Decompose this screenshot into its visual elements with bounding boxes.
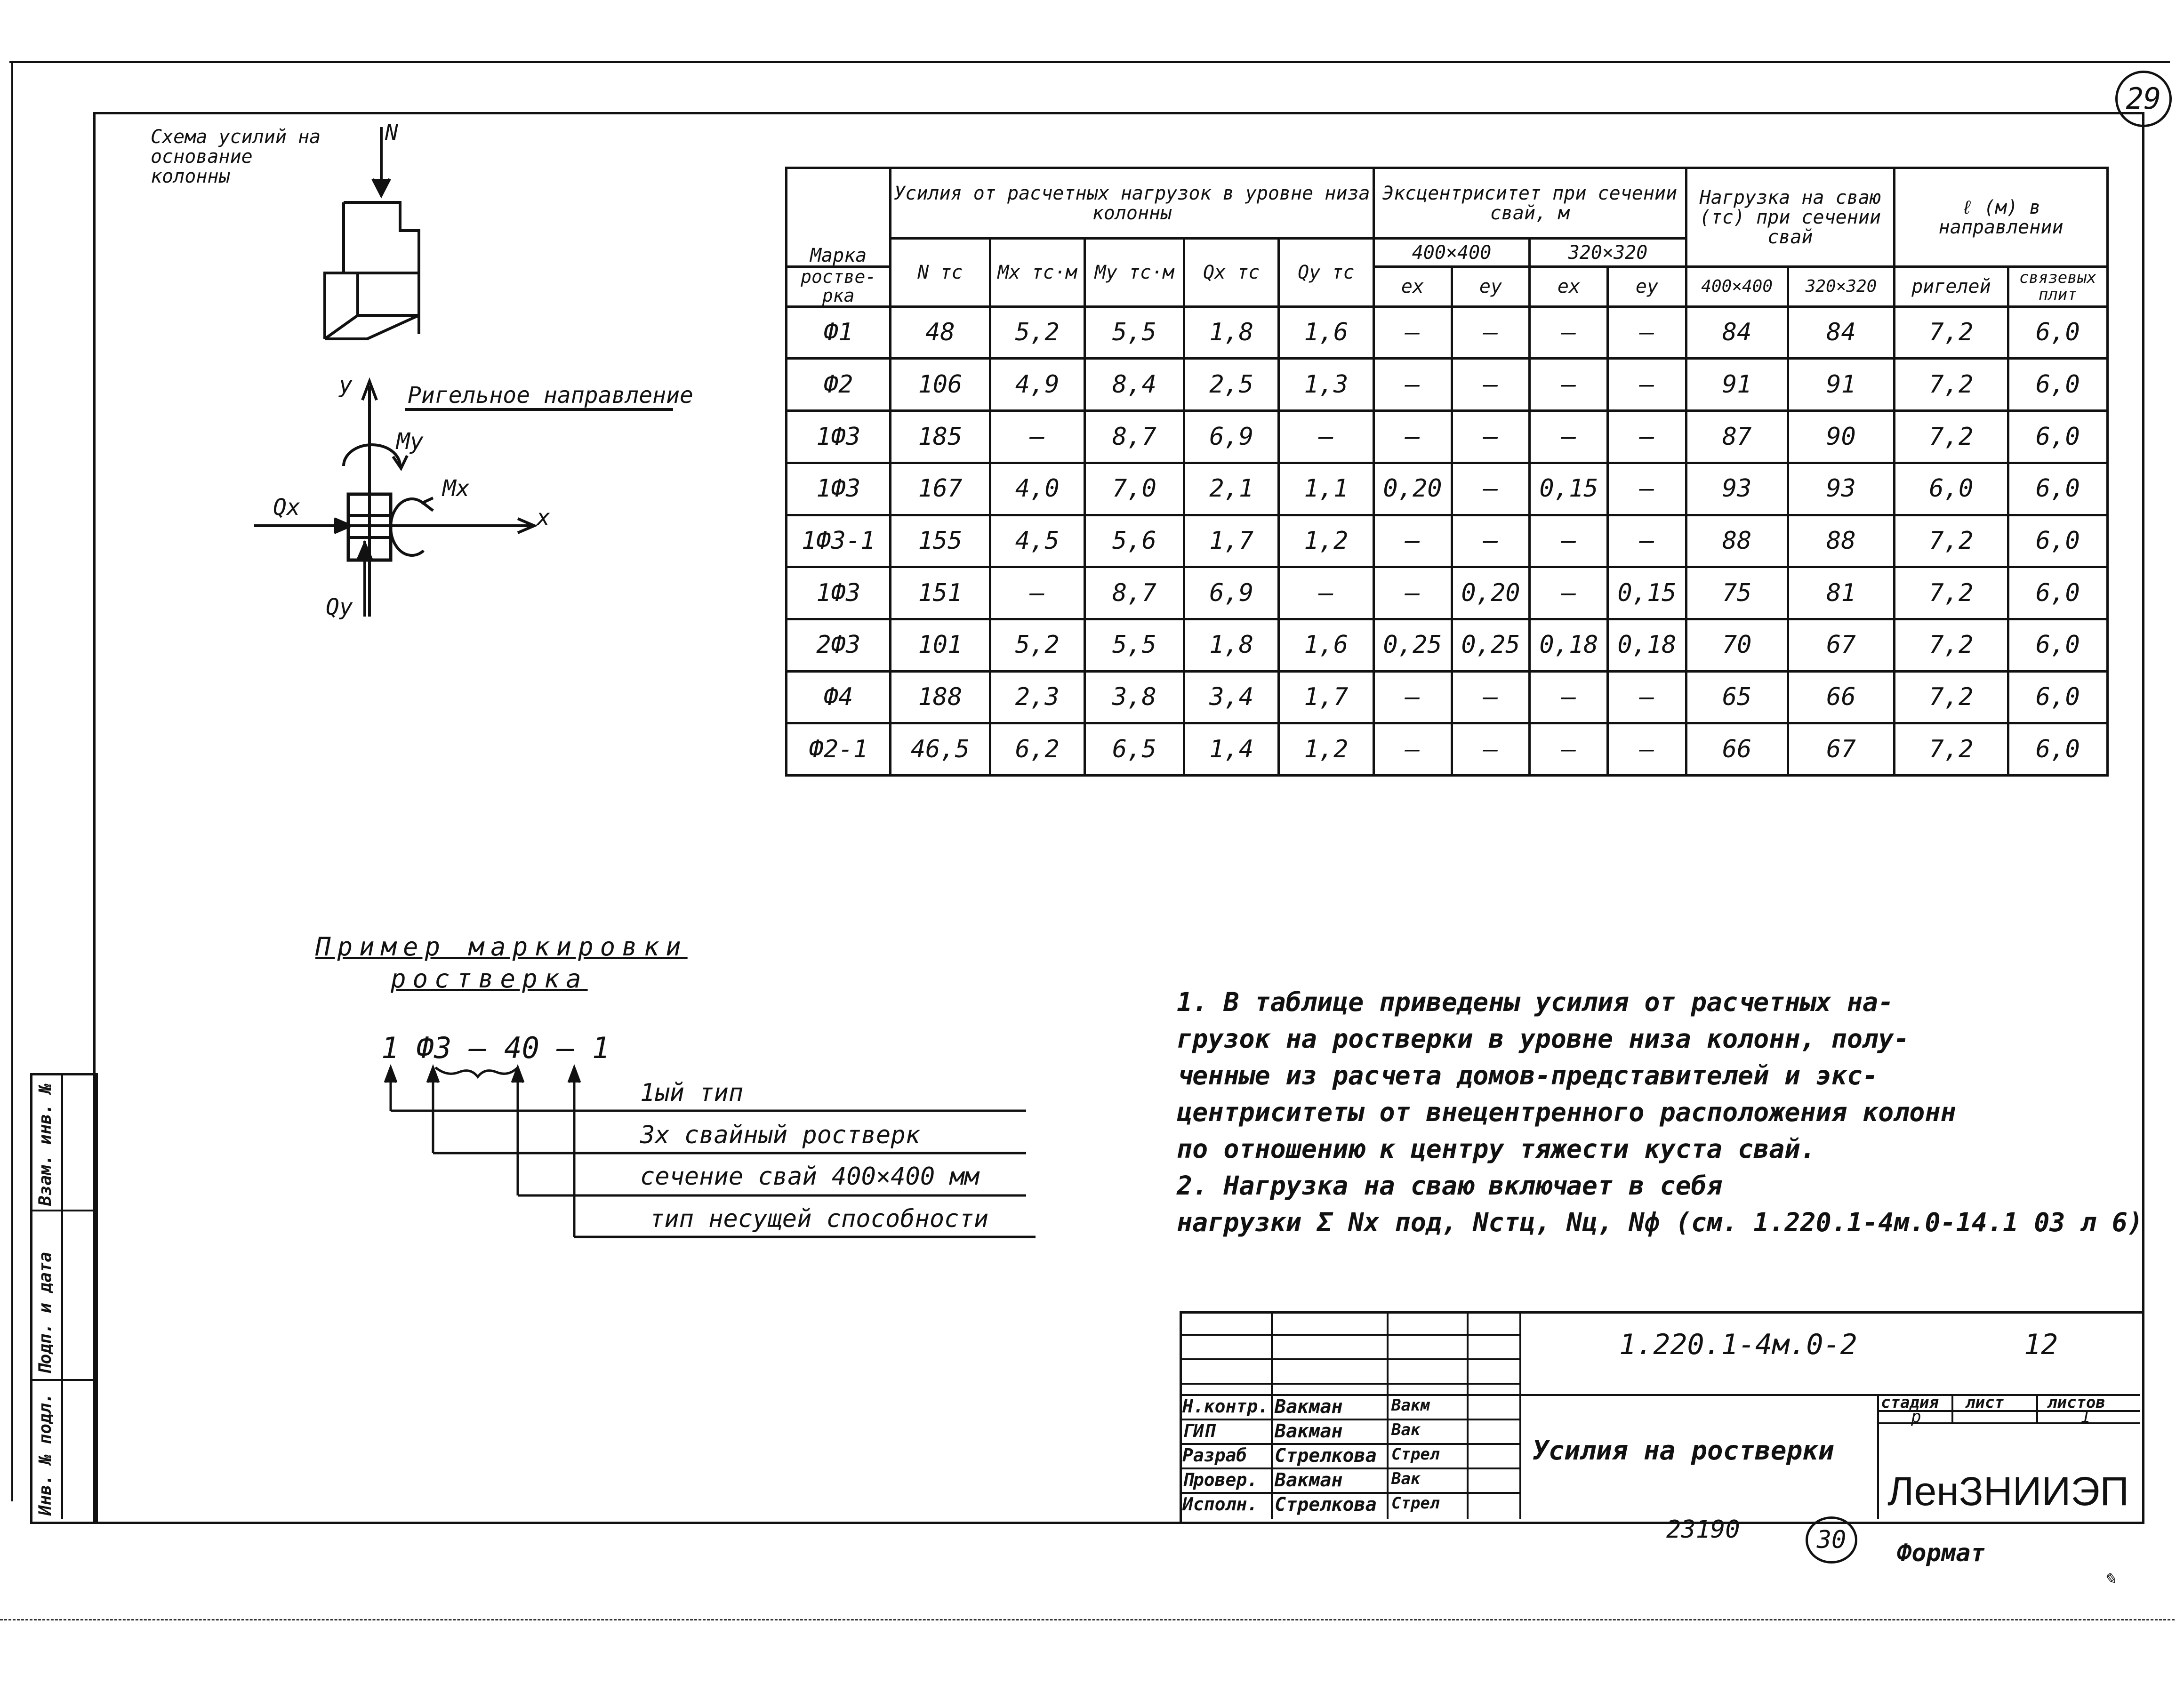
- cell-ex2: —: [1530, 411, 1608, 463]
- cell-ey1: —: [1452, 306, 1530, 359]
- stamp-grid-line: [1180, 1358, 1519, 1360]
- header-l400: 400×400: [1686, 267, 1788, 307]
- table-row: [787, 723, 2108, 776]
- cell-mx: 4,9: [990, 359, 1084, 411]
- stamp-role: Н.контр.: [1182, 1396, 1269, 1417]
- cell-my: 7,0: [1084, 463, 1184, 515]
- stamp-grid-line: [1467, 1311, 1469, 1519]
- cell-l400: 91: [1686, 359, 1788, 411]
- note-2-line-1: 2. Нагрузка на сваю включает в себя: [1177, 1171, 1722, 1201]
- cell-ex1: —: [1373, 306, 1452, 359]
- cell-ey2: 0,15: [1608, 567, 1686, 619]
- stamp-sign: Стрел: [1391, 1445, 1440, 1464]
- stamp-role: ГИП: [1182, 1420, 1215, 1441]
- efforts-table: [785, 167, 2109, 777]
- stamp-grid-line: [1180, 1419, 1519, 1420]
- cell-mx: 5,2: [990, 619, 1084, 671]
- side-vzam-inv: Взам. инв. №: [36, 1083, 55, 1206]
- cell-ex1: 0,20: [1373, 463, 1452, 515]
- header-ex1: ex: [1373, 267, 1452, 307]
- example-code: 1 Ф3 — 40 — 1: [381, 1031, 610, 1065]
- stamp-name: Вакман: [1275, 1420, 1343, 1442]
- header-s400: 400×400: [1373, 239, 1530, 267]
- note-1-line-5: по отношению к центру тяжести куста свай.: [1177, 1134, 1816, 1164]
- cell-plit: 6,0: [2008, 411, 2107, 463]
- cell-my: 5,6: [1084, 515, 1184, 567]
- cell-l400: 88: [1686, 515, 1788, 567]
- header-eccentricity: Эксцентриситет при сечении свай, м: [1373, 168, 1686, 239]
- stamp-stadia-label: стадия: [1881, 1393, 1939, 1412]
- cell-l400: 70: [1686, 619, 1788, 671]
- header-length: ℓ (м) в направлении: [1895, 168, 2108, 267]
- label-x-axis: x: [537, 505, 550, 531]
- cell-ex2: —: [1530, 515, 1608, 567]
- cell-my: 6,5: [1084, 723, 1184, 776]
- cell-plit: 6,0: [2008, 723, 2107, 776]
- cell-qy: 1,3: [1279, 359, 1373, 411]
- cell-ey2: —: [1608, 411, 1686, 463]
- cell-qy: 1,7: [1279, 671, 1373, 723]
- cell-qx: 3,4: [1184, 671, 1279, 723]
- cell-plit: 6,0: [2008, 306, 2107, 359]
- cell-mx: 5,2: [990, 306, 1084, 359]
- cell-qy: 1,1: [1279, 463, 1373, 515]
- stamp-list-label: лист: [1966, 1393, 2004, 1412]
- note-1-line-3: ченные из расчета домов-представителей и экс-: [1177, 1060, 1879, 1091]
- cell-n: 155: [891, 515, 990, 567]
- cell-rig: 7,2: [1895, 411, 2008, 463]
- example-title-1: Пример маркировки: [315, 932, 688, 962]
- cell-plit: 6,0: [2008, 359, 2107, 411]
- stamp-listov-value: 1: [2080, 1407, 2091, 1427]
- cell-n: 48: [891, 306, 990, 359]
- cell-rig: 7,2: [1895, 567, 2008, 619]
- cell-mx: 4,5: [990, 515, 1084, 567]
- cell-marka: 1Ф3: [787, 567, 891, 619]
- stamp-role: Провер.: [1182, 1469, 1258, 1490]
- header-load: Нагрузка на сваю (тс) при сечении свай: [1686, 168, 1895, 267]
- stamp-stadia-value: р: [1911, 1407, 1921, 1427]
- cell-marka: Ф2: [787, 359, 891, 411]
- cell-n: 185: [891, 411, 990, 463]
- cell-ex2: —: [1530, 306, 1608, 359]
- stamp-role: Исполн.: [1182, 1494, 1258, 1515]
- cell-l400: 84: [1686, 306, 1788, 359]
- header-mx: Mx тс·м: [990, 239, 1084, 307]
- stamp-grid-line: [2036, 1394, 2038, 1422]
- cell-qy: 1,2: [1279, 515, 1373, 567]
- cell-ey1: —: [1452, 411, 1530, 463]
- cell-ey2: —: [1608, 463, 1686, 515]
- stamp-grid-line: [1877, 1394, 1879, 1519]
- cell-ey2: —: [1608, 723, 1686, 776]
- side-inv-podl: Инв. № подл.: [36, 1393, 55, 1516]
- cell-marka: Ф1: [787, 306, 891, 359]
- cell-ey2: —: [1608, 671, 1686, 723]
- force-scheme-diagram: [226, 118, 744, 635]
- table-row: [787, 515, 2108, 567]
- stamp-name: Вакман: [1275, 1469, 1343, 1491]
- cell-marka: Ф2-1: [787, 723, 891, 776]
- cell-ey2: —: [1608, 306, 1686, 359]
- side-podp-data: Подп. и дата: [36, 1251, 55, 1374]
- cell-n: 151: [891, 567, 990, 619]
- side-stamp-line: [30, 1379, 93, 1381]
- cell-qx: 6,9: [1184, 411, 1279, 463]
- cell-qy: 1,6: [1279, 306, 1373, 359]
- cell-n: 101: [891, 619, 990, 671]
- direction-label: Ригельное направление: [408, 382, 693, 409]
- cell-l320: 84: [1788, 306, 1894, 359]
- cell-marka: 1Ф3: [787, 411, 891, 463]
- cell-ex1: 0,25: [1373, 619, 1452, 671]
- cell-my: 5,5: [1084, 619, 1184, 671]
- cell-my: 8,7: [1084, 411, 1184, 463]
- cell-l400: 75: [1686, 567, 1788, 619]
- cell-plit: 6,0: [2008, 515, 2107, 567]
- cell-ex1: —: [1373, 567, 1452, 619]
- cell-qy: —: [1279, 567, 1373, 619]
- cell-l320: 93: [1788, 463, 1894, 515]
- top-border-line: [9, 61, 2170, 63]
- cell-l320: 90: [1788, 411, 1894, 463]
- corner-signature: ✎: [2104, 1567, 2116, 1589]
- cell-l400: 65: [1686, 671, 1788, 723]
- stamp-sign: Стрел: [1391, 1494, 1440, 1513]
- cell-ex1: —: [1373, 515, 1452, 567]
- stamp-listov-label: листов: [2048, 1393, 2105, 1412]
- table-row: [787, 567, 2108, 619]
- header-ex2: ex: [1530, 267, 1608, 307]
- note-1-line-2: грузок на ростверки в уровне низа колонн, полу-: [1177, 1024, 1910, 1054]
- side-stamp-line: [30, 1210, 93, 1211]
- cell-mx: 2,3: [990, 671, 1084, 723]
- cell-ey1: —: [1452, 723, 1530, 776]
- example-line-4: тип несущей способности: [650, 1205, 989, 1233]
- header-qx: Qx тс: [1184, 239, 1279, 307]
- note-1-line-1: 1. В таблице приведены усилия от расчетных на-: [1177, 987, 1894, 1017]
- cell-ey2: —: [1608, 515, 1686, 567]
- cell-l400: 87: [1686, 411, 1788, 463]
- header-rostverka: роствe-рка: [787, 267, 891, 307]
- cell-ex2: –: [1530, 567, 1608, 619]
- cell-qx: 1,7: [1184, 515, 1279, 567]
- stamp-grid-line: [1519, 1311, 1521, 1519]
- cell-l320: 91: [1788, 359, 1894, 411]
- cell-my: 5,5: [1084, 306, 1184, 359]
- cell-l400: 66: [1686, 723, 1788, 776]
- cell-rig: 7,2: [1895, 619, 2008, 671]
- stamp-grid-line: [1951, 1394, 1953, 1422]
- header-ey2: ey: [1608, 267, 1686, 307]
- table-row: [787, 411, 2108, 463]
- inventory-number: 23190: [1666, 1516, 1740, 1544]
- example-line-3: сечение свай 400×400 мм: [640, 1163, 980, 1191]
- stamp-role: Разраб: [1182, 1445, 1247, 1466]
- cell-n: 46,5: [891, 723, 990, 776]
- cell-n: 106: [891, 359, 990, 411]
- stamp-grid-line: [1180, 1383, 1519, 1385]
- cell-l320: 88: [1788, 515, 1894, 567]
- stamp-name: Стрелкова: [1275, 1494, 1377, 1516]
- label-Mx: Mx: [442, 475, 470, 502]
- stamp-sheet-code: 12: [2024, 1328, 2058, 1361]
- stamp-name: Стрелкова: [1275, 1445, 1377, 1467]
- cell-qy: 1,2: [1279, 723, 1373, 776]
- cell-ex1: —: [1373, 723, 1452, 776]
- cell-marka: 1Ф3-1: [787, 515, 891, 567]
- cell-ey1: 0,20: [1452, 567, 1530, 619]
- cell-ey1: —: [1452, 359, 1530, 411]
- header-s320: 320×320: [1530, 239, 1686, 267]
- cell-ex1: —: [1373, 411, 1452, 463]
- cell-l320: 67: [1788, 723, 1894, 776]
- cell-l320: 81: [1788, 567, 1894, 619]
- cell-l320: 67: [1788, 619, 1894, 671]
- header-l320: 320×320: [1788, 267, 1894, 307]
- stamp-name: Вакман: [1275, 1396, 1343, 1418]
- format-label: Формат: [1897, 1539, 1985, 1567]
- cell-ex2: —: [1530, 671, 1608, 723]
- stamp-title: Усилия на ростверки: [1533, 1435, 1834, 1466]
- circle-number: 30: [1806, 1516, 1857, 1564]
- table-row: [787, 306, 2108, 359]
- header-rigel: ригелей: [1895, 267, 2008, 307]
- header-plit: связевых плит: [2008, 267, 2107, 307]
- label-N: N: [385, 120, 398, 145]
- stamp-grid-line: [1271, 1311, 1273, 1519]
- stamp-grid-line: [1387, 1311, 1389, 1519]
- stamp-sign: Вак: [1391, 1420, 1421, 1439]
- example-line-1: 1ый тип: [640, 1079, 744, 1107]
- stamp-sign: Вак: [1391, 1469, 1421, 1488]
- example-title-2: ростверка: [391, 964, 588, 994]
- cell-ey1: —: [1452, 463, 1530, 515]
- header-efforts: Усилия от расчетных нагрузок в уровне низа колонны: [891, 168, 1373, 239]
- cell-ex1: —: [1373, 671, 1452, 723]
- cell-ey2: 0,18: [1608, 619, 1686, 671]
- cell-rig: 7,2: [1895, 723, 2008, 776]
- cell-rig: 7,2: [1895, 515, 2008, 567]
- header-ey1: ey: [1452, 267, 1530, 307]
- cell-ex2: 0,15: [1530, 463, 1608, 515]
- cell-plit: 6,0: [2008, 671, 2107, 723]
- stamp-doc-code: 1.220.1-4м.0-2: [1619, 1328, 1857, 1361]
- cell-mx: 4,0: [990, 463, 1084, 515]
- label-y-axis: y: [339, 372, 353, 398]
- cell-n: 188: [891, 671, 990, 723]
- cell-plit: 6,0: [2008, 463, 2107, 515]
- stamp-organization: ЛенЗНИИЭП: [1887, 1469, 2129, 1514]
- left-border-line: [11, 61, 13, 1501]
- stamp-grid-line: [1180, 1334, 1519, 1336]
- cell-ex2: 0,18: [1530, 619, 1608, 671]
- cell-marka: 2Ф3: [787, 619, 891, 671]
- label-My: My: [396, 428, 424, 455]
- cell-l320: 66: [1788, 671, 1894, 723]
- cell-qy: 1,6: [1279, 619, 1373, 671]
- cell-qx: 6,9: [1184, 567, 1279, 619]
- note-2-line-2: нагрузки Σ Nx под, Nстц, Nц, Nф (см. 1.220.1-4м.0-14.1 03 л 6): [1177, 1207, 2143, 1237]
- example-line-2: 3х свайный ростверк: [640, 1121, 920, 1149]
- cell-marka: Ф4: [787, 671, 891, 723]
- table-row: [787, 671, 2108, 723]
- side-stamp-line: [61, 1073, 63, 1519]
- cell-n: 167: [891, 463, 990, 515]
- cell-mx: 6,2: [990, 723, 1084, 776]
- stamp-sign: Вакм: [1391, 1396, 1430, 1415]
- label-Qy: Qy: [326, 594, 353, 620]
- cell-mx: —: [990, 567, 1084, 619]
- table-row: [787, 619, 2108, 671]
- cell-qx: 1,4: [1184, 723, 1279, 776]
- scheme-title: Схема усилий на основание колонны: [151, 126, 321, 187]
- cell-qx: 1,8: [1184, 306, 1279, 359]
- label-Qx: Qx: [273, 494, 300, 521]
- cell-qx: 2,1: [1184, 463, 1279, 515]
- cell-plit: 6,0: [2008, 619, 2107, 671]
- cell-ex1: —: [1373, 359, 1452, 411]
- table-row: [787, 463, 2108, 515]
- cell-marka: 1Ф3: [787, 463, 891, 515]
- cell-rig: 7,2: [1895, 359, 2008, 411]
- cell-ey1: —: [1452, 515, 1530, 567]
- cell-qx: 2,5: [1184, 359, 1279, 411]
- cell-ey1: 0,25: [1452, 619, 1530, 671]
- header-my: My тс·м: [1084, 239, 1184, 307]
- notes-block: [1177, 984, 2143, 1241]
- bottom-trim-line: [0, 1619, 2175, 1620]
- cell-ex2: —: [1530, 723, 1608, 776]
- cell-plit: 6,0: [2008, 567, 2107, 619]
- cell-ex2: —: [1530, 359, 1608, 411]
- header-qy: Qy тс: [1279, 239, 1373, 307]
- cell-qx: 1,8: [1184, 619, 1279, 671]
- header-marka: Марка: [787, 168, 891, 267]
- cell-qy: —: [1279, 411, 1373, 463]
- cell-ey2: —: [1608, 359, 1686, 411]
- cell-my: 3,8: [1084, 671, 1184, 723]
- note-1-line-4: центриситеты от внецентренного расположения колонн: [1177, 1097, 1956, 1127]
- cell-rig: 6,0: [1895, 463, 2008, 515]
- cell-l400: 93: [1686, 463, 1788, 515]
- cell-rig: 7,2: [1895, 671, 2008, 723]
- cell-rig: 7,2: [1895, 306, 2008, 359]
- cell-my: 8,4: [1084, 359, 1184, 411]
- sheet-number-circle: 29: [2115, 71, 2172, 127]
- header-n: N тс: [891, 239, 990, 307]
- cell-ey1: —: [1452, 671, 1530, 723]
- cell-my: 8,7: [1084, 567, 1184, 619]
- table-row: [787, 359, 2108, 411]
- cell-mx: –: [990, 411, 1084, 463]
